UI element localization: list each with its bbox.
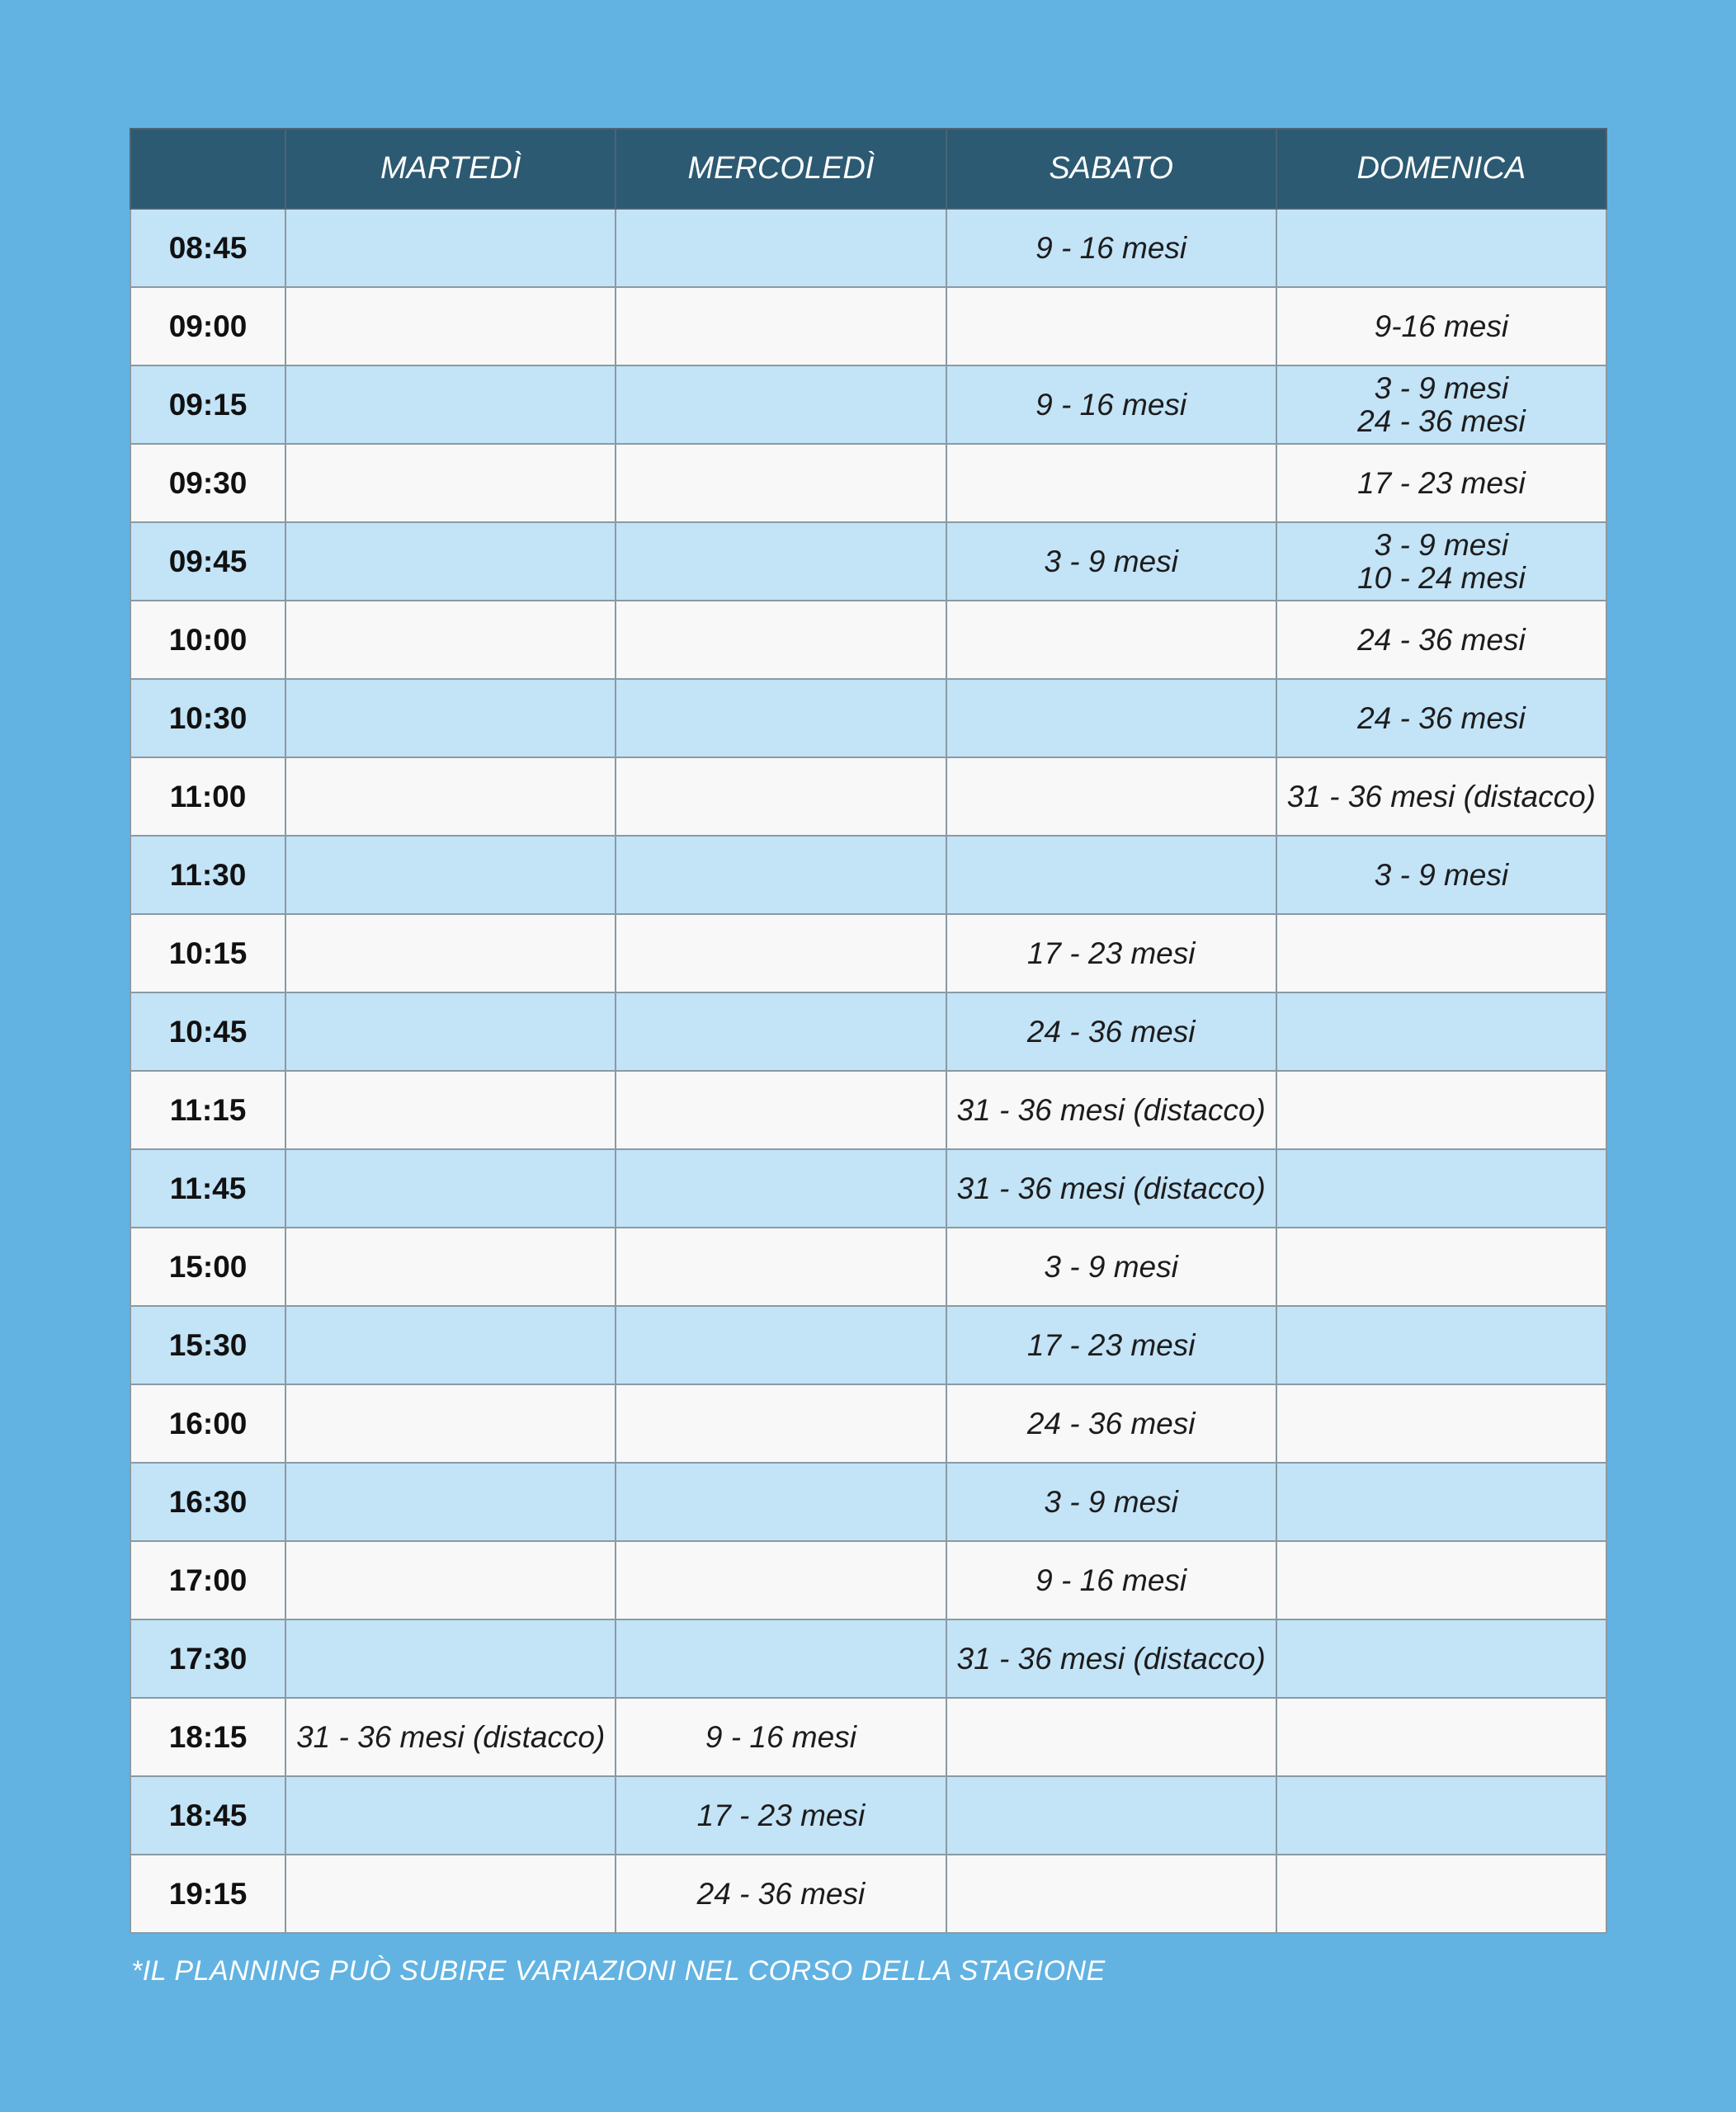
slot-cell-domenica xyxy=(1276,679,1606,757)
slot-cell-domenica xyxy=(1276,1306,1606,1384)
time-cell: 10:30 xyxy=(130,679,285,757)
slot-cell-sabato xyxy=(946,1463,1276,1541)
slot-cell-mercoledi xyxy=(616,757,946,836)
table-row xyxy=(130,601,1606,679)
class-age-range: 24 - 36 mesi xyxy=(1357,700,1526,735)
time-cell: 10:15 xyxy=(130,914,285,992)
time-cell: 09:00 xyxy=(130,287,285,365)
slot-cell-mercoledi xyxy=(616,1071,946,1149)
class-age-range: 31 - 36 mesi (distacco) xyxy=(296,1719,606,1754)
class-age-range: 24 - 36 mesi xyxy=(1026,1014,1196,1049)
class-age-range: 31 - 36 mesi (distacco) xyxy=(956,1641,1266,1676)
class-age-range: 3 - 9 mesi xyxy=(1374,857,1509,892)
slot-cell-martedi xyxy=(285,1463,616,1541)
schedule-body xyxy=(130,209,1606,1933)
slot-cell-martedi xyxy=(285,1855,616,1933)
table-row xyxy=(130,1698,1606,1776)
slot-cell-mercoledi xyxy=(616,209,946,287)
header-day-domenica: DOMENICA xyxy=(1276,129,1606,209)
time-cell: 17:00 xyxy=(130,1541,285,1619)
slot-cell-mercoledi xyxy=(616,836,946,914)
slot-cell-domenica xyxy=(1276,914,1606,992)
slot-cell-domenica xyxy=(1276,1698,1606,1776)
slot-cell-mercoledi xyxy=(616,601,946,679)
slot-cell-martedi xyxy=(285,444,616,522)
header-row xyxy=(130,129,1606,209)
slot-cell-mercoledi xyxy=(616,992,946,1071)
slot-cell-domenica xyxy=(1276,1384,1606,1463)
slot-cell-sabato xyxy=(946,1228,1276,1306)
slot-cell-mercoledi xyxy=(616,914,946,992)
slot-cell-sabato xyxy=(946,914,1276,992)
table-row xyxy=(130,757,1606,836)
time-cell: 16:30 xyxy=(130,1463,285,1541)
time-cell: 11:15 xyxy=(130,1071,285,1149)
table-row xyxy=(130,1071,1606,1149)
header-day-sabato: SABATO xyxy=(946,129,1276,209)
slot-cell-martedi xyxy=(285,365,616,444)
slot-cell-domenica xyxy=(1276,1776,1606,1855)
class-age-range: 24 - 36 mesi xyxy=(1026,1406,1196,1440)
slot-cell-sabato xyxy=(946,1384,1276,1463)
class-age-range: 17 - 23 mesi xyxy=(696,1798,866,1832)
slot-cell-mercoledi xyxy=(616,1698,946,1776)
slot-cell-sabato xyxy=(946,1855,1276,1933)
table-row xyxy=(130,992,1606,1071)
class-age-range: 3 - 9 mesi xyxy=(1374,370,1509,405)
slot-cell-sabato xyxy=(946,1071,1276,1149)
class-age-range: 3 - 9 mesi xyxy=(1044,1484,1178,1519)
slot-cell-martedi xyxy=(285,836,616,914)
slot-cell-domenica xyxy=(1276,1463,1606,1541)
slot-cell-domenica xyxy=(1276,992,1606,1071)
time-cell: 15:00 xyxy=(130,1228,285,1306)
slot-cell-martedi xyxy=(285,522,616,601)
table-row xyxy=(130,444,1606,522)
slot-cell-martedi xyxy=(285,992,616,1071)
schedule-table xyxy=(130,128,1607,1934)
slot-cell-mercoledi xyxy=(616,444,946,522)
time-cell: 09:45 xyxy=(130,522,285,601)
table-row xyxy=(130,1306,1606,1384)
header-corner xyxy=(130,129,285,209)
class-age-range: 10 - 24 mesi xyxy=(1357,560,1526,595)
class-age-range: 3 - 9 mesi xyxy=(1044,544,1178,578)
slot-cell-domenica xyxy=(1276,522,1606,601)
table-row xyxy=(130,365,1606,444)
slot-cell-sabato xyxy=(946,1306,1276,1384)
slot-cell-domenica xyxy=(1276,836,1606,914)
slot-cell-sabato xyxy=(946,1149,1276,1228)
slot-cell-martedi xyxy=(285,601,616,679)
table-row xyxy=(130,1228,1606,1306)
table-row xyxy=(130,1463,1606,1541)
table-row xyxy=(130,522,1606,601)
slot-cell-mercoledi xyxy=(616,679,946,757)
time-cell: 11:30 xyxy=(130,836,285,914)
time-cell: 09:30 xyxy=(130,444,285,522)
slot-cell-mercoledi xyxy=(616,1149,946,1228)
slot-cell-sabato xyxy=(946,522,1276,601)
class-age-range: 24 - 36 mesi xyxy=(696,1876,866,1911)
footer-note: *IL PLANNING PUÒ SUBIRE VARIAZIONI NEL CORSO DELLA STAGIONE xyxy=(131,1955,1106,1987)
table-row xyxy=(130,1855,1606,1933)
time-cell: 10:00 xyxy=(130,601,285,679)
slot-cell-martedi xyxy=(285,1776,616,1855)
class-age-range: 9 - 16 mesi xyxy=(1035,1563,1187,1597)
table-row xyxy=(130,209,1606,287)
slot-cell-sabato xyxy=(946,836,1276,914)
class-age-range: 17 - 23 mesi xyxy=(1026,936,1196,970)
table-row xyxy=(130,836,1606,914)
table-row xyxy=(130,1619,1606,1698)
time-cell: 09:15 xyxy=(130,365,285,444)
slot-cell-domenica xyxy=(1276,1149,1606,1228)
class-age-range: 24 - 36 mesi xyxy=(1357,403,1526,438)
time-cell: 15:30 xyxy=(130,1306,285,1384)
slot-cell-martedi xyxy=(285,1384,616,1463)
slot-cell-martedi xyxy=(285,914,616,992)
slot-cell-domenica xyxy=(1276,1855,1606,1933)
class-age-range: 17 - 23 mesi xyxy=(1026,1327,1196,1362)
class-age-range: 9 - 16 mesi xyxy=(1035,387,1187,422)
class-age-range: 3 - 9 mesi xyxy=(1044,1249,1178,1284)
slot-cell-domenica xyxy=(1276,1228,1606,1306)
class-age-range: 31 - 36 mesi (distacco) xyxy=(1286,779,1596,813)
slot-cell-mercoledi xyxy=(616,1776,946,1855)
class-age-range: 9 - 16 mesi xyxy=(705,1719,856,1754)
table-row xyxy=(130,914,1606,992)
time-cell: 10:45 xyxy=(130,992,285,1071)
slot-cell-martedi xyxy=(285,1698,616,1776)
slot-cell-mercoledi xyxy=(616,1384,946,1463)
slot-cell-mercoledi xyxy=(616,1463,946,1541)
class-age-range: 31 - 36 mesi (distacco) xyxy=(956,1092,1266,1127)
slot-cell-mercoledi xyxy=(616,522,946,601)
slot-cell-sabato xyxy=(946,757,1276,836)
class-age-range: 31 - 36 mesi (distacco) xyxy=(956,1171,1266,1205)
slot-cell-sabato xyxy=(946,1619,1276,1698)
slot-cell-domenica xyxy=(1276,757,1606,836)
slot-cell-martedi xyxy=(285,1071,616,1149)
class-age-range: 9 - 16 mesi xyxy=(1035,230,1187,265)
slot-cell-martedi xyxy=(285,757,616,836)
table-row xyxy=(130,1776,1606,1855)
class-age-range: 3 - 9 mesi xyxy=(1374,527,1509,562)
slot-cell-martedi xyxy=(285,1228,616,1306)
slot-cell-sabato xyxy=(946,1776,1276,1855)
slot-cell-martedi xyxy=(285,1306,616,1384)
slot-cell-domenica xyxy=(1276,287,1606,365)
slot-cell-domenica xyxy=(1276,365,1606,444)
slot-cell-mercoledi xyxy=(616,1228,946,1306)
time-cell: 19:15 xyxy=(130,1855,285,1933)
slot-cell-martedi xyxy=(285,287,616,365)
slot-cell-mercoledi xyxy=(616,1855,946,1933)
slot-cell-martedi xyxy=(285,1619,616,1698)
slot-cell-domenica xyxy=(1276,1071,1606,1149)
slot-cell-sabato xyxy=(946,287,1276,365)
slot-cell-mercoledi xyxy=(616,1541,946,1619)
slot-cell-mercoledi xyxy=(616,1306,946,1384)
slot-cell-domenica xyxy=(1276,444,1606,522)
time-cell: 11:00 xyxy=(130,757,285,836)
class-age-range: 9-16 mesi xyxy=(1374,309,1509,343)
slot-cell-domenica xyxy=(1276,209,1606,287)
slot-cell-domenica xyxy=(1276,601,1606,679)
slot-cell-sabato xyxy=(946,209,1276,287)
table-row xyxy=(130,287,1606,365)
slot-cell-domenica xyxy=(1276,1619,1606,1698)
class-age-range: 24 - 36 mesi xyxy=(1357,622,1526,657)
header-day-mercoledi: MERCOLEDÌ xyxy=(616,129,946,209)
time-cell: 08:45 xyxy=(130,209,285,287)
time-cell: 18:45 xyxy=(130,1776,285,1855)
slot-cell-sabato xyxy=(946,992,1276,1071)
slot-cell-sabato xyxy=(946,1541,1276,1619)
slot-cell-martedi xyxy=(285,679,616,757)
slot-cell-mercoledi xyxy=(616,1619,946,1698)
table-row xyxy=(130,679,1606,757)
class-age-range: 17 - 23 mesi xyxy=(1357,465,1526,500)
time-cell: 17:30 xyxy=(130,1619,285,1698)
slot-cell-sabato xyxy=(946,365,1276,444)
slot-cell-martedi xyxy=(285,1541,616,1619)
table-row xyxy=(130,1149,1606,1228)
slot-cell-sabato xyxy=(946,1698,1276,1776)
time-cell: 11:45 xyxy=(130,1149,285,1228)
slot-cell-domenica xyxy=(1276,1541,1606,1619)
slot-cell-sabato xyxy=(946,679,1276,757)
slot-cell-mercoledi xyxy=(616,287,946,365)
time-cell: 16:00 xyxy=(130,1384,285,1463)
slot-cell-mercoledi xyxy=(616,365,946,444)
slot-cell-sabato xyxy=(946,444,1276,522)
slot-cell-martedi xyxy=(285,209,616,287)
time-cell: 18:15 xyxy=(130,1698,285,1776)
table-row xyxy=(130,1384,1606,1463)
table-row xyxy=(130,1541,1606,1619)
slot-cell-sabato xyxy=(946,601,1276,679)
slot-cell-martedi xyxy=(285,1149,616,1228)
header-day-martedi: MARTEDÌ xyxy=(285,129,616,209)
